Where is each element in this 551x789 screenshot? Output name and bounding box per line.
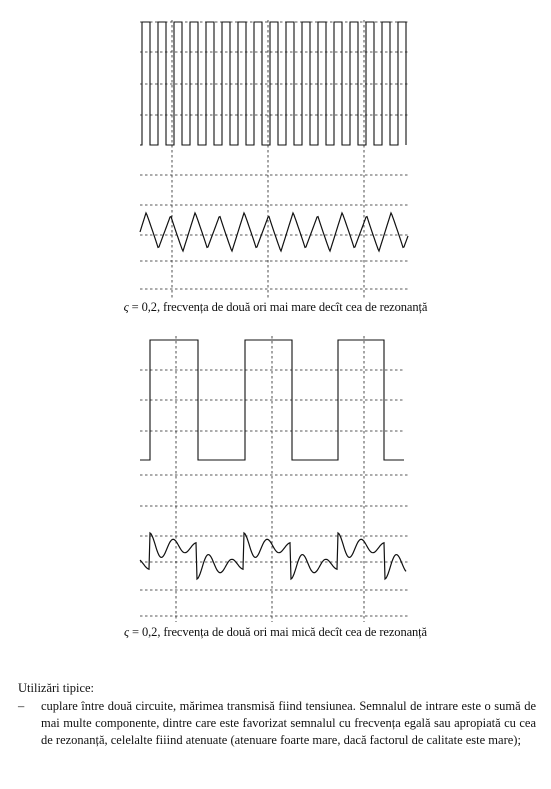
input-square-wave [140,22,406,145]
caption-text: , frecvența de două ori mai mare decît cea de rezonanță [156,300,428,314]
list-item-text: cuplare între două circuite, mărimea transmisă fiind tensiunea. Semnalul de intrare este o sumă de mai multe componente, dintre care este favorizat semnalul cu frecvența egală sau apropiată cu cea de rezonanță, celelalte fiiind atenuate (atenuare foarte mare, dacă factorul de calitate este mare); [41,699,536,747]
zeta-symbol: ς [123,625,129,639]
figure-caption-low-frequency [0,625,551,640]
zeta-value: = 0,2 [132,625,158,639]
output-response-curve [140,533,406,579]
list-item [18,698,536,749]
section-title: Utilizări tipice: [18,681,95,695]
zeta-symbol: ς [123,300,129,314]
figure-low-frequency [0,334,551,624]
zeta-value: = 0,2 [131,300,157,314]
output-response-curve [140,213,408,251]
figure-caption-high-frequency [0,300,551,315]
list-item-dash: – [18,699,25,713]
figure-high-frequency [0,0,551,300]
caption-text: , frecvența de două ori mai mică decît cea de rezonanță [157,625,428,639]
